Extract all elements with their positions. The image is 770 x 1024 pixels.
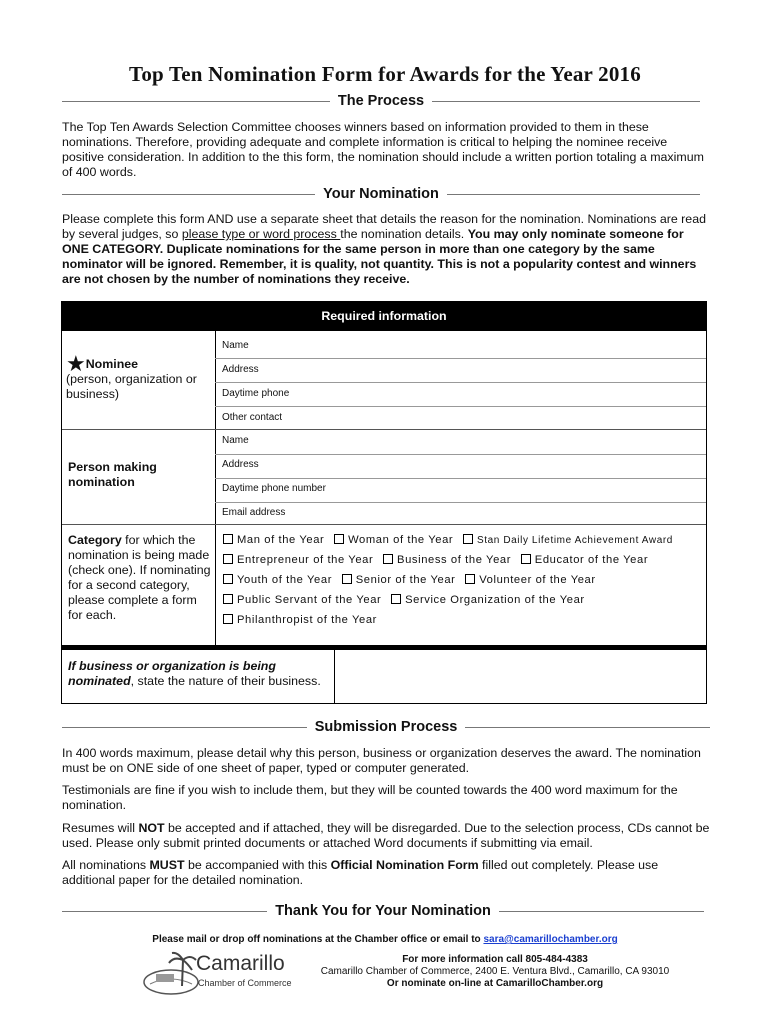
category-row bbox=[223, 574, 596, 586]
section-label: The Process bbox=[337, 93, 425, 109]
section-label: Your Nomination bbox=[323, 186, 439, 202]
checkbox-entrepreneur[interactable] bbox=[223, 554, 233, 564]
category-row bbox=[223, 554, 648, 566]
column-divider bbox=[215, 331, 216, 648]
mail-text: Please mail or drop off nominations at the Chamber office or email to bbox=[152, 934, 484, 945]
option-label: Woman of the Year bbox=[348, 534, 454, 546]
option-label: Service Organization of the Year bbox=[405, 594, 585, 606]
email-link[interactable]: sara@camarillochamber.org bbox=[483, 934, 618, 945]
option-label: Philanthropist of the Year bbox=[237, 614, 377, 626]
logo-name: Camarillo bbox=[196, 952, 285, 975]
submission-paragraph-2: Testimonials are fine if you wish to include them, but they will be counted towards the 400 word maximum for the nomination. bbox=[62, 783, 678, 812]
row-divider bbox=[215, 358, 706, 359]
submission-paragraph-3 bbox=[62, 821, 712, 851]
nomination-underline-text: please type or word process bbox=[181, 227, 341, 241]
chamber-logo bbox=[142, 950, 292, 996]
checkbox-woman-of-the-year[interactable] bbox=[334, 534, 344, 544]
contact-block bbox=[300, 954, 690, 990]
nominator-phone-field[interactable]: Daytime phone number bbox=[222, 483, 326, 494]
checkbox-educator[interactable] bbox=[521, 554, 531, 564]
option-label: Educator of the Year bbox=[534, 554, 649, 566]
nominator-address-field[interactable]: Address bbox=[222, 459, 259, 470]
nomination-text-2: the nomination details. bbox=[340, 227, 468, 241]
section-divider bbox=[62, 524, 706, 525]
logo-subtitle: Chamber of Commerce bbox=[198, 978, 292, 988]
option-label: Business of the Year bbox=[397, 554, 512, 566]
required-info-table bbox=[61, 301, 707, 704]
row-divider bbox=[215, 406, 706, 407]
submission-paragraph-4 bbox=[62, 858, 712, 888]
checkbox-man-of-the-year[interactable] bbox=[223, 534, 233, 544]
checkbox-public-servant[interactable] bbox=[223, 594, 233, 604]
nominator-name-field[interactable]: Name bbox=[222, 435, 249, 446]
category-label: Category bbox=[68, 533, 122, 547]
option-label: Youth of the Year bbox=[237, 574, 333, 586]
checkbox-volunteer[interactable] bbox=[465, 574, 475, 584]
checkbox-service-organization[interactable] bbox=[391, 594, 401, 604]
option-label: Senior of the Year bbox=[355, 574, 456, 586]
row-divider bbox=[215, 382, 706, 383]
star-icon: ★ bbox=[66, 351, 86, 376]
section-label: Submission Process bbox=[314, 719, 458, 735]
text: be accepted and if attached, they will be disregarded. Due to the selection process, CDs cannot be used. Please only submit printed documents or attached Word documents if submitting via email. bbox=[62, 821, 710, 850]
address-line: Camarillo Chamber of Commerce, 2400 E. Ventura Blvd., Camarillo, CA 93010 bbox=[320, 966, 670, 977]
checkbox-business[interactable] bbox=[383, 554, 393, 564]
checkbox-youth[interactable] bbox=[223, 574, 233, 584]
text: filled out completely. Please use additional paper for the detailed nomination. bbox=[62, 858, 659, 887]
nominator-email-field[interactable]: Email address bbox=[222, 507, 286, 518]
option-label: Man of the Year bbox=[237, 534, 325, 546]
text: be accompanied with this bbox=[184, 858, 331, 872]
nominator-label: Person making nomination bbox=[68, 460, 157, 489]
process-paragraph: The Top Ten Awards Selection Committee chooses winners based on information provided to them in these nominations. Therefore, providing adequate and complete information is critical to helping the nominee receive positive consideration. In addition to the this form, the nomination should include a written portion totaling a maximum of 400 words. bbox=[62, 120, 704, 179]
checkbox-philanthropist[interactable] bbox=[223, 614, 233, 624]
nomination-bold-text: You may only nominate someone for ONE CATEGORY. Duplicate nominations for the same person in more than one category by the same nominator will be ignored. Remember, it is quality, not quantity. This is not a popularity contest and winners are not chosen by the number of nominations they receive. bbox=[62, 227, 697, 286]
option-label: Entrepreneur of the Year bbox=[237, 554, 374, 566]
text: All nominations bbox=[62, 858, 150, 872]
business-label-bold: If business or organization is being nominated bbox=[68, 659, 276, 688]
nominee-other-contact-field[interactable]: Other contact bbox=[222, 412, 283, 423]
nominee-name-field[interactable]: Name bbox=[222, 340, 249, 351]
thick-divider bbox=[62, 645, 706, 650]
business-nature-input[interactable] bbox=[336, 652, 704, 702]
nominee-address-field[interactable]: Address bbox=[222, 364, 259, 375]
category-row bbox=[223, 534, 673, 546]
nomination-paragraph bbox=[62, 212, 712, 287]
row-divider bbox=[215, 454, 706, 455]
checkbox-senior[interactable] bbox=[342, 574, 352, 584]
phone-line: For more information call 805-484-4383 bbox=[402, 954, 588, 965]
section-divider bbox=[62, 429, 706, 430]
row-divider bbox=[215, 502, 706, 503]
section-header-process bbox=[62, 93, 700, 109]
mail-instructions bbox=[0, 934, 770, 945]
online-line[interactable]: Or nominate on-line at CamarilloChamber.org bbox=[386, 978, 604, 989]
submission-paragraph-1: In 400 words maximum, please detail why this person, business or organization deserves the award. The nomination must be on ONE side of one sheet of paper, typed or computer generated. bbox=[62, 746, 701, 775]
section-label: Thank You for Your Nomination bbox=[275, 903, 491, 919]
section-header-thanks bbox=[62, 903, 704, 919]
nominee-sublabel: (person, organization or business) bbox=[66, 372, 197, 401]
option-label: Public Servant of the Year bbox=[237, 594, 382, 606]
page-title: Top Ten Nomination Form for Awards for the Year 2016 bbox=[129, 62, 641, 86]
category-row bbox=[223, 594, 585, 606]
nominee-label-cell bbox=[66, 351, 211, 402]
category-description: for which the nomination is being made (check one). If nominating for a second category, please complete a form for each. bbox=[68, 533, 211, 622]
nominee-phone-field[interactable]: Daytime phone bbox=[222, 388, 290, 399]
category-label-cell bbox=[68, 533, 211, 623]
option-label: Stan Daily Lifetime Achievement Award bbox=[476, 535, 673, 546]
checkbox-lifetime-achievement[interactable] bbox=[463, 534, 473, 544]
business-label bbox=[68, 659, 332, 689]
section-header-submission bbox=[62, 719, 710, 735]
bold-text: NOT bbox=[138, 821, 165, 835]
bold-text: MUST bbox=[149, 858, 185, 872]
nomination-text: Please complete this form AND use a separate sheet that details the reason for the nomination. Nominations are read by several judges, so bbox=[62, 212, 706, 241]
business-label-rest: , state the nature of their business. bbox=[130, 674, 321, 688]
palm-tree-logo-icon bbox=[142, 950, 200, 996]
table-header: Required information bbox=[62, 302, 706, 331]
section-header-nomination bbox=[62, 186, 700, 202]
column-divider bbox=[334, 650, 335, 703]
option-label: Volunteer of the Year bbox=[479, 574, 596, 586]
bold-text: Official Nomination Form bbox=[330, 858, 479, 872]
text: Resumes will bbox=[62, 821, 139, 835]
nominee-label: Nominee bbox=[85, 357, 139, 371]
category-row bbox=[223, 614, 377, 626]
row-divider bbox=[215, 478, 706, 479]
